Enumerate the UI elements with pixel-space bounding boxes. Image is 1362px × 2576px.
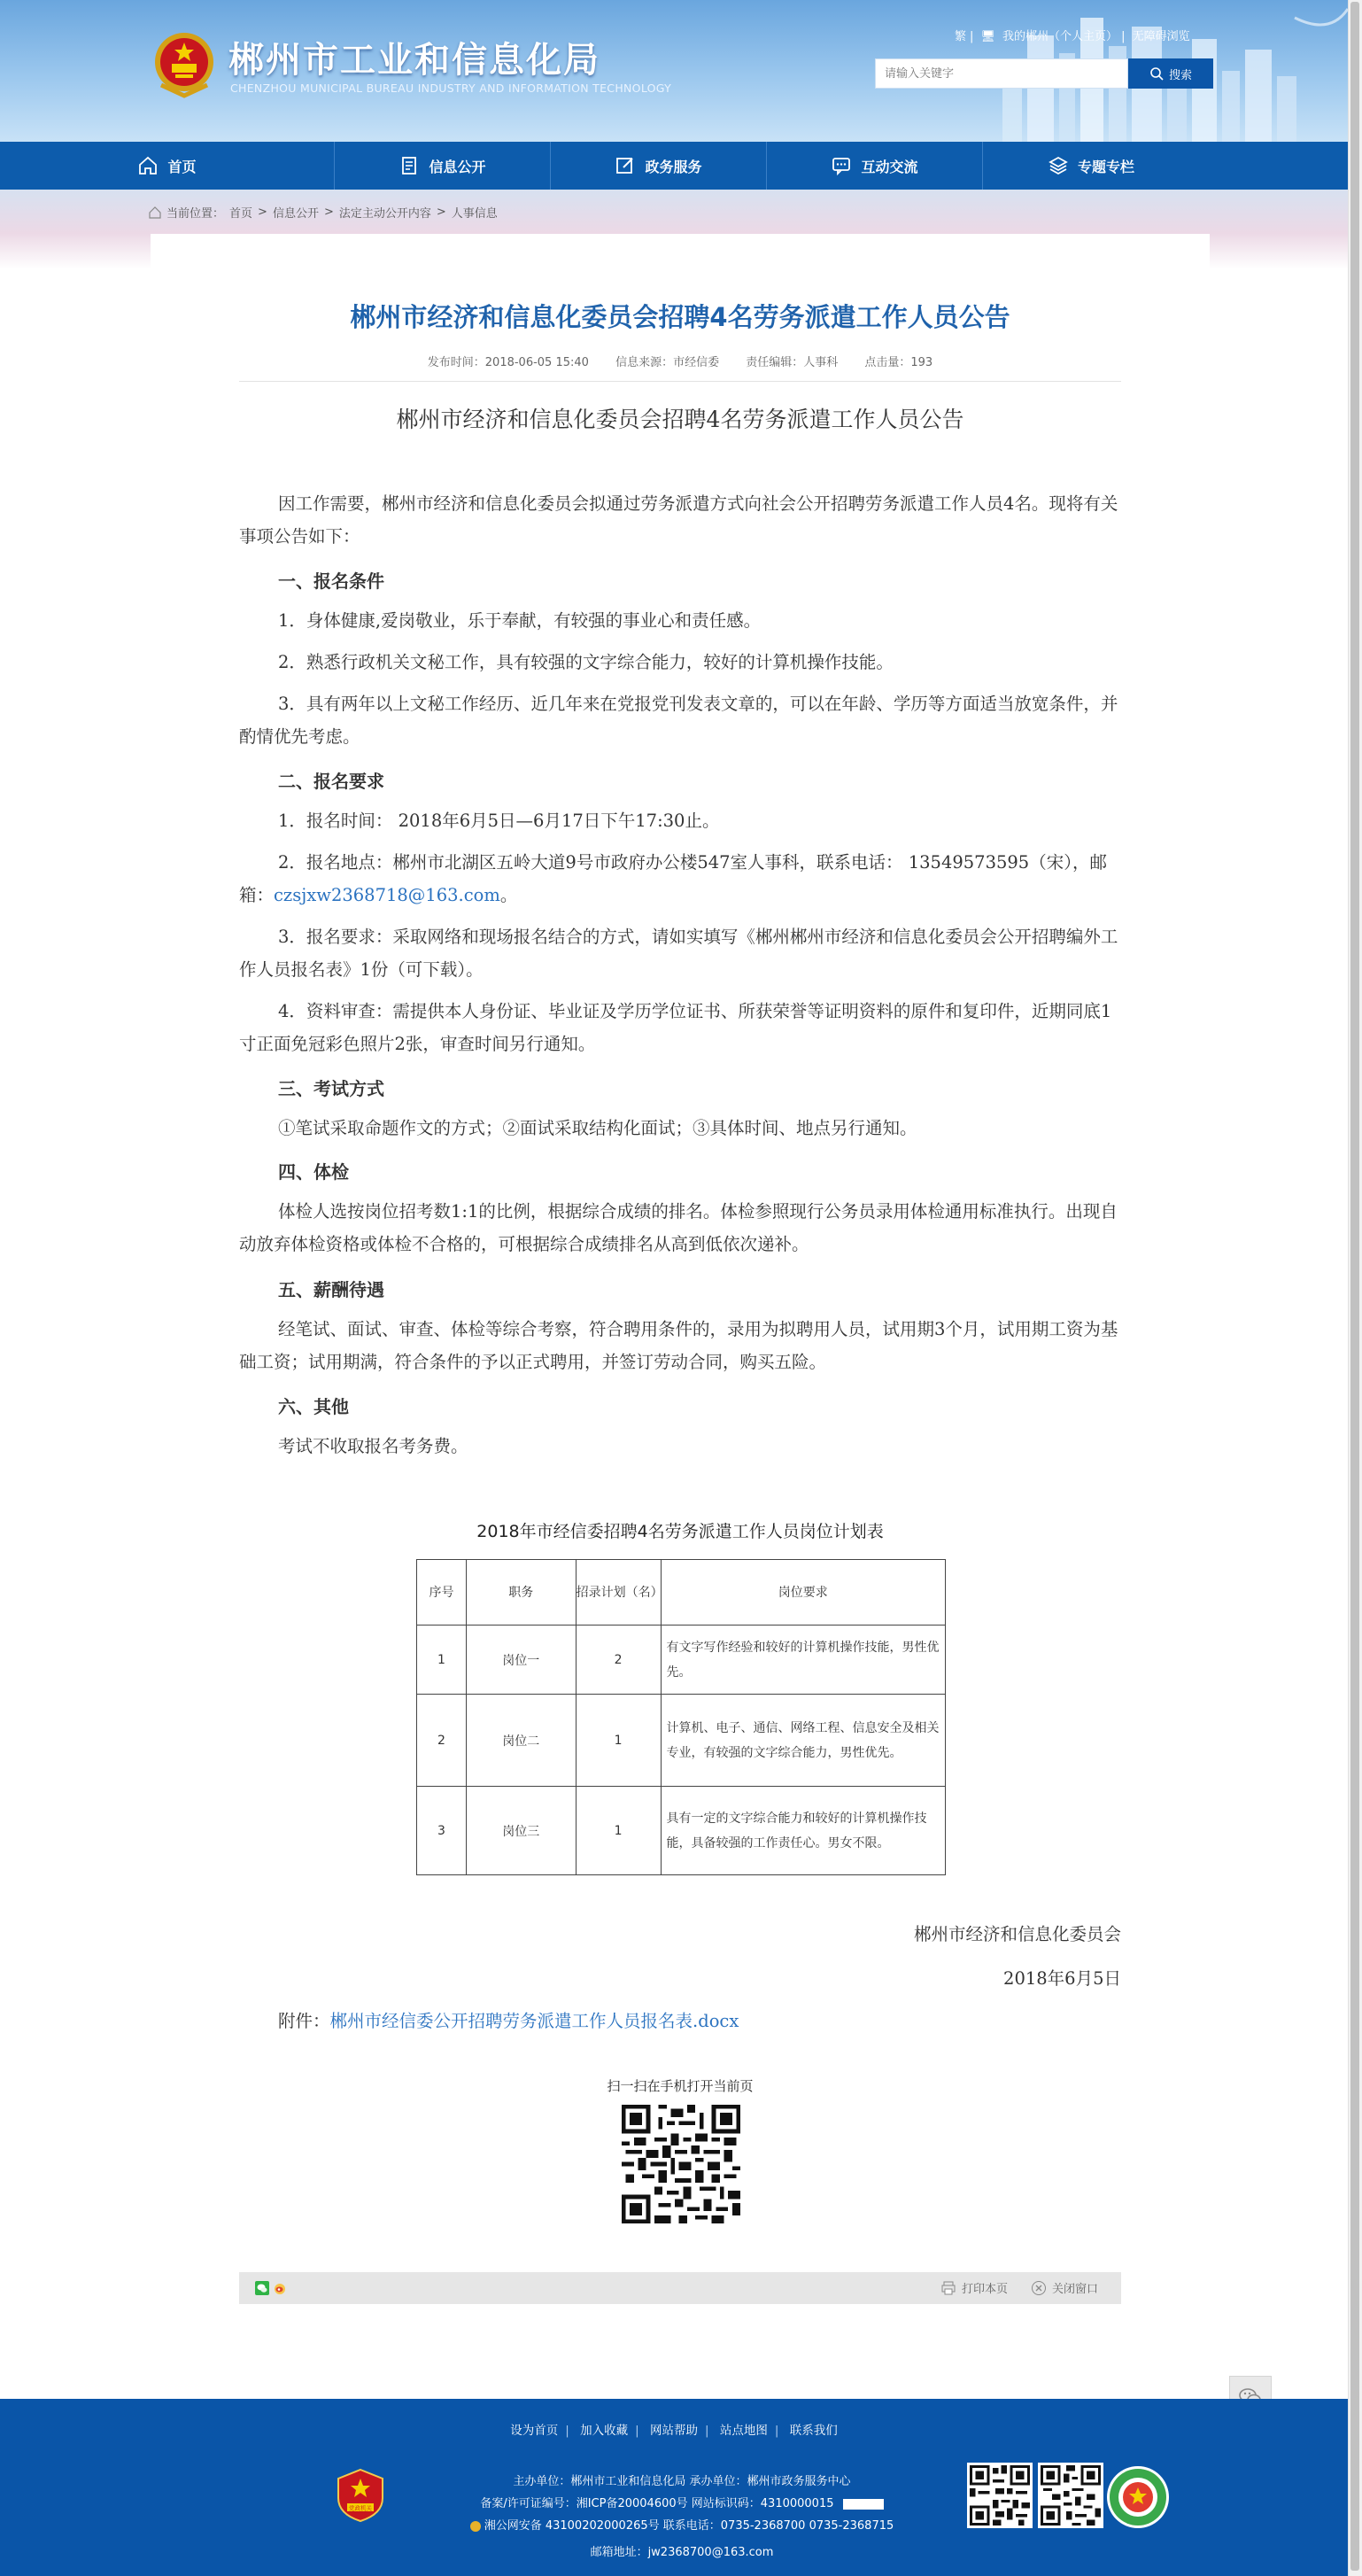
- nav-label: 互动交流: [861, 158, 918, 175]
- nav-item-special-topics[interactable]: [983, 142, 1199, 190]
- share-icons: [255, 2281, 287, 2295]
- signature-org: 郴州市经济和信息化委员会: [913, 1924, 1121, 1944]
- paragraph: 体检人选按岗位招考数1:1的比例，根据综合成绩的排名。体检参照现行公务员录用体检通用标准执行。出现自动放弃体检资格或体检不合格的，可根据综合成绩排名从高到低依次递补。: [239, 1201, 1118, 1254]
- home-icon: [137, 155, 159, 176]
- top-links: 繁 | 🖥 我的郴州（个人主页） | 无障碍浏览: [955, 30, 1190, 43]
- paragraph: ①笔试采取命题作文的方式；②面试采取结构化面试；③具体时间、地点另行通知。: [278, 1118, 917, 1138]
- footer-links: 设为首页 | 加入收藏 | 网站帮助 | 站点地图 | 联系我们: [510, 2424, 838, 2438]
- breadcrumb-separator: >: [258, 206, 267, 219]
- table-cell: 具有一定的文字综合能力和较好的计算机操作技能，具备较强的工作责任心。男女不限。: [661, 1787, 945, 1875]
- article-title: 郴州市经济和信息化委员会招聘4名劳务派遣工作人员公告: [350, 302, 1010, 332]
- site-title[interactable]: 郴州市工业和信息化局: [228, 40, 600, 81]
- nav-label: 专题专栏: [1077, 158, 1134, 175]
- nav-label: 信息公开: [429, 158, 486, 175]
- divider: [239, 381, 1121, 382]
- home-icon: [149, 206, 161, 219]
- table-cell: 1: [576, 1787, 661, 1875]
- gov-site-identify-icon[interactable]: [1105, 2464, 1171, 2530]
- site-subtitle: CHENZHOU MUNICIPAL BUREAU INDUSTRY AND INFORMATION TECHNOLOGY: [230, 81, 672, 95]
- section-heading: 四、体检: [278, 1161, 349, 1183]
- party-gov-badge-icon[interactable]: [335, 2468, 386, 2523]
- breadcrumb-statutory-content[interactable]: 法定主动公开内容: [338, 207, 431, 221]
- paragraph-end: 。: [499, 885, 518, 905]
- qr-code-icon: [622, 2105, 740, 2223]
- badge-text: 党政机关: [349, 2504, 372, 2512]
- cnzz-badge[interactable]: [843, 2499, 884, 2510]
- breadcrumb-separator: >: [436, 206, 446, 219]
- table-cell: 2: [417, 1695, 467, 1787]
- print-button[interactable]: [940, 2279, 1008, 2296]
- breadcrumb-home[interactable]: 首页: [229, 207, 253, 221]
- close-label: 关闭窗口: [1052, 2283, 1099, 2296]
- nav-item-info-disclosure[interactable]: [335, 142, 551, 190]
- paragraph: 2．熟悉行政机关文秘工作，具有较强的文字综合能力，较好的计算机操作技能。: [278, 652, 894, 672]
- article-meta: [151, 353, 1210, 369]
- nav-label: 政务服务: [645, 158, 702, 175]
- search-input[interactable]: [875, 58, 1128, 89]
- column-header: 岗位要求: [661, 1560, 945, 1626]
- close-icon: [1031, 2280, 1047, 2296]
- table-cell: 3: [417, 1787, 467, 1875]
- section-heading: 五、薪酬待遇: [278, 1279, 384, 1300]
- breadcrumb-personnel[interactable]: 人事信息: [451, 207, 498, 221]
- table-row: [417, 1626, 946, 1695]
- responsible-editor: 责任编辑：人事科: [746, 356, 839, 369]
- hit-count: 点击量：193: [864, 356, 933, 369]
- publish-time: 发布时间：2018-06-05 15:40: [427, 356, 589, 369]
- edit-icon: [615, 155, 636, 176]
- table-cell: 岗位三: [466, 1787, 576, 1875]
- paragraph: 经笔试、面试、审查、体检等综合考察，符合聘用条件的，录用为拟聘用人员，试用期3个月，试用期工资为基础工资；试用期满，符合条件的予以正式聘用，并签订劳动合同，购买五险。: [239, 1319, 1118, 1372]
- table-title: 2018年市经信委招聘4名劳务派遣工作人员岗位计划表: [476, 1522, 884, 1541]
- footer-link-set-home[interactable]: 设为首页: [510, 2424, 559, 2438]
- paragraph: 3．具有两年以上文秘工作经历、近几年来在党报党刊发表文章的，可以在年龄、学历等方面适当放宽条件，并酌情优先考虑。: [239, 694, 1118, 747]
- qr-code-icon: [967, 2463, 1033, 2528]
- icp-text: 备案/许可证编号：湘ICP备20004600号 网站标识码：4310000015: [480, 2497, 834, 2510]
- qr-caption: 扫一扫在手机打开当前页: [607, 2078, 754, 2094]
- layers-icon: [1048, 155, 1069, 176]
- attachment-label: 附件：: [278, 2011, 330, 2031]
- body-heading: 郴州市经济和信息化委员会招聘4名劳务派遣工作人员公告: [396, 407, 964, 432]
- site-header: [0, 0, 1348, 142]
- chat-icon: [831, 155, 852, 176]
- footer-link-sitemap[interactable]: 站点地图: [719, 2424, 768, 2438]
- nav-item-interaction[interactable]: [767, 142, 983, 190]
- paragraph: 4．资料审查：需提供本人身份证、毕业证及学历学位证书、所获荣誉等证明资料的原件和复印件，近期同底1寸正面免冠彩色照片2张，审查时间另行通知。: [239, 1001, 1112, 1054]
- paragraph: 3．报名要求：采取网络和现场报名结合的方式，请如实填写《郴州郴州市经济和信息化委员会公开招聘编外工作人员报名表》1份（可下载）。: [239, 927, 1118, 980]
- breadcrumb-prefix: 当前位置：: [166, 207, 225, 221]
- paragraph: [239, 846, 1121, 912]
- column-header: 职务: [466, 1560, 576, 1626]
- breadcrumb: [149, 204, 498, 221]
- nav-label: 首页: [167, 158, 197, 175]
- wechat-share-icon[interactable]: [255, 2281, 269, 2295]
- accessibility-link[interactable]: 无障碍浏览: [1132, 30, 1190, 43]
- positions-table: [416, 1559, 946, 1875]
- attachment: [278, 2007, 739, 2032]
- document-icon: [399, 155, 420, 176]
- nav-item-gov-services[interactable]: [551, 142, 767, 190]
- section-heading: 二、报名要求: [278, 771, 384, 792]
- footer-email: 邮箱地址：jw2368700@163.com: [590, 2546, 774, 2559]
- footer-link-contact[interactable]: 联系我们: [789, 2424, 838, 2438]
- qr-code-icon: [1038, 2463, 1103, 2528]
- nav-item-home[interactable]: [0, 142, 335, 190]
- close-window-button[interactable]: [1031, 2279, 1098, 2296]
- signature-date: 2018年6月5日: [1003, 1968, 1121, 1989]
- monitor-icon: 🖥: [980, 30, 996, 43]
- table-cell: 计算机、电子、通信、网络工程、信息安全及相关专业，有较强的文字综合能力，男性优先。: [661, 1695, 945, 1787]
- info-source: 信息来源：市经信委: [615, 356, 720, 369]
- footer-link-bookmark[interactable]: 加入收藏: [580, 2424, 629, 2438]
- table-cell: 岗位一: [466, 1626, 576, 1695]
- national-emblem-icon: [152, 30, 216, 99]
- table-cell: 2: [576, 1626, 661, 1695]
- main-nav: [0, 142, 1348, 190]
- column-header: 招录计划（名）: [576, 1560, 661, 1626]
- security-text: 湘公网安备 43100202000265号 联系电话：0735-2368700 0735-2368715: [484, 2519, 894, 2533]
- attachment-link[interactable]: 郴州市经信委公开招聘劳务派遣工作人员报名表.docx: [329, 2011, 739, 2031]
- my-chenzhou-link[interactable]: 我的郴州（个人主页）: [1002, 30, 1118, 43]
- table-header-row: [417, 1560, 946, 1626]
- share-toolbar: [239, 2272, 1121, 2304]
- intro-paragraph: 因工作需要，郴州市经济和信息化委员会拟通过劳务派遣方式向社会公开招聘劳务派遣工作人员4名。现将有关事项公告如下：: [239, 493, 1118, 547]
- weibo-share-icon[interactable]: [273, 2281, 287, 2295]
- footer-security-info: [390, 2516, 974, 2533]
- section-heading: 三、考试方式: [278, 1078, 384, 1099]
- table-cell: 有文字写作经验和较好的计算机操作技能，男性优先。: [661, 1626, 945, 1695]
- scrollbar-thumb[interactable]: [1350, 2, 1359, 2571]
- table-cell: 1: [576, 1695, 661, 1787]
- search-button[interactable]: [1128, 58, 1213, 89]
- section-heading: 一、报名条件: [278, 570, 384, 592]
- table-row: [417, 1787, 946, 1875]
- table-cell: 1: [417, 1626, 467, 1695]
- paragraph-text: 2．报名地点：郴州市北湖区五岭大道9号市政府办公楼547室人事科，联系电话： 13549573595（宋），邮箱：: [239, 852, 1107, 905]
- search-button-label: 搜索: [1168, 67, 1192, 81]
- printer-icon: [940, 2280, 956, 2296]
- print-label: 打印本页: [962, 2283, 1009, 2296]
- paragraph: 1．身体健康,爱岗敬业，乐于奉献，有较强的事业心和责任感。: [278, 610, 762, 631]
- search-icon: [1149, 66, 1164, 81]
- email-link[interactable]: czsjxw2368718@163.com: [274, 885, 500, 905]
- paragraph: 1．报名时间： 2018年6月5日—6月17日下午17:30止。: [278, 811, 720, 831]
- table-cell: 岗位二: [466, 1695, 576, 1787]
- paragraph: 考试不收取报名考务费。: [278, 1436, 468, 1456]
- column-header: 序号: [417, 1560, 467, 1626]
- police-badge-icon: [470, 2521, 481, 2532]
- footer-host-info: 主办单位：郴州市工业和信息化局 承办单位：郴州市政务服务中心: [513, 2475, 851, 2488]
- breadcrumb-info-disclosure[interactable]: 信息公开: [272, 207, 319, 221]
- section-heading: 六、其他: [278, 1396, 349, 1417]
- footer-icp-info: [390, 2494, 974, 2510]
- traditional-chinese-link[interactable]: 繁: [955, 30, 967, 43]
- breadcrumb-separator: >: [323, 206, 334, 219]
- footer-link-help[interactable]: 网站帮助: [650, 2424, 698, 2438]
- table-row: [417, 1695, 946, 1787]
